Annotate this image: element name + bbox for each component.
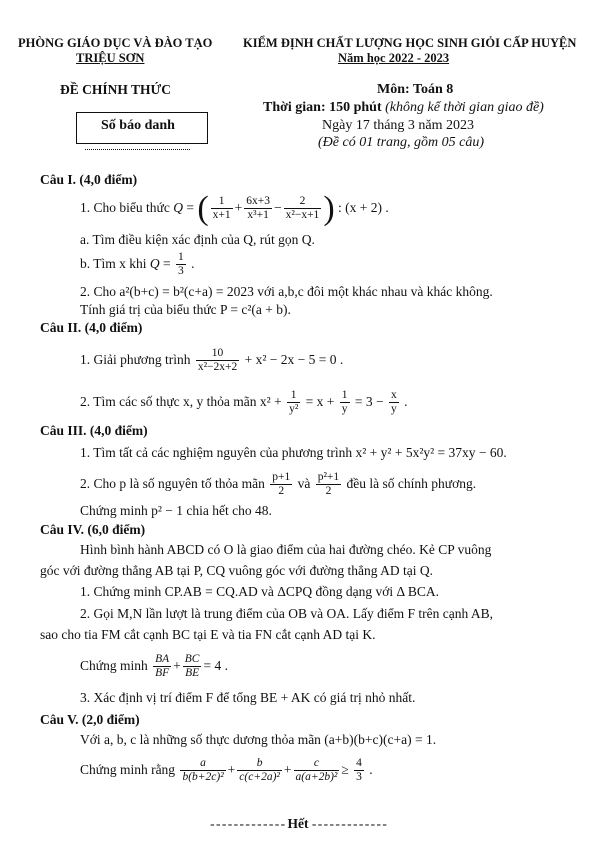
official-label: ĐỀ CHÍNH THỨC xyxy=(60,82,172,97)
q2-part2: 2. Tìm các số thực x, y thỏa mãn x² + $\frac{1}{\text{y²}}$ = x + $\frac{1}{y}$ = 3 − $\frac{x}{y}$ . xyxy=(80,389,408,416)
q2-title: Câu II. (4,0 điểm) xyxy=(40,320,143,335)
q3-part2-line2: Chứng minh p² − 1 chia hết cho 48. xyxy=(80,503,272,518)
q3-part1: 1. Tìm tất cả các nghiệm nguyên của phương trình x² + y² + 5x²y² = 37xy − 60. xyxy=(80,445,507,460)
exam-title: KIỂM ĐỊNH CHẤT LƯỢNG HỌC SINH GIỎI CẤP HUYỆN xyxy=(243,36,577,50)
q4-part2-prove: Chứng minh $\frac{BA}{BF}$ + $\frac{BC}{BE}$ = 4 . xyxy=(80,653,228,680)
q4-part3: 3. Xác định vị trí điểm F để tổng BE + AK có giá trị nhỏ nhất. xyxy=(80,690,416,705)
q4-intro-line2: góc với đường thẳng AB tại P, CQ vuông góc với đường thẳng AD tại Q. xyxy=(40,563,434,578)
exam-date: Ngày 17 tháng 3 năm 2023 xyxy=(322,118,475,133)
candidate-number-line xyxy=(85,149,190,150)
q1-part2: 2. Cho a²(b+c) = b²(c+a) = 2023 với a,b,c đôi một khác nhau và khác không. xyxy=(80,284,493,299)
q3-title: Câu III. (4,0 điểm) xyxy=(40,423,148,438)
q1-part-b: b. Tìm x khi Q = $\frac{1}{3}$ . xyxy=(80,251,195,278)
q4-part2-line1: 2. Gọi M,N lần lượt là trung điểm của OB và OA. Lấy điểm F trên cạnh AB, xyxy=(80,606,494,621)
q5-prove: Chứng minh rằng $\frac{a}{\text{b(b+2c)²}}$ + $\frac{b}{\text{c(c+2a)²}}$ + $\frac{c}{\text{a(a+2b)²}}$ ≥ $\frac{4}{3}$ . xyxy=(80,757,373,784)
time-label: Thời gian: 150 phút (không kể thời gian giao đề) xyxy=(263,100,544,115)
q1-part2-line2: Tính giá trị của biểu thức P = c²(a + b). xyxy=(80,302,291,317)
end-marker: - - - - - - - - - - - - - Hết - - - - - - - - - - - - - xyxy=(210,816,386,831)
pages-note: (Đề có 01 trang, gồm 05 câu) xyxy=(318,135,485,150)
candidate-number-label: Số báo danh xyxy=(101,118,175,133)
q4-title: Câu IV. (6,0 điểm) xyxy=(40,522,146,537)
q5-line1: Với a, b, c là những số thực dương thỏa mãn (a+b)(b+c)(c+a) = 1. xyxy=(80,732,437,747)
q5-title: Câu V. (2,0 điểm) xyxy=(40,712,140,727)
q4-part2-line2: sao cho tia FM cắt cạnh BC tại E và tia FN cắt cạnh AD tại K. xyxy=(40,627,376,642)
q1-part1: 1. Cho biểu thức Q = ( $\frac{1}{x+1}$ + $\frac{6x+3}{\text{x³+1}}$ − $\frac{2}{\text{x²−x+1}}$ ) : (x + 2) . xyxy=(80,189,389,227)
district-name: TRIỆU SƠN xyxy=(76,51,145,65)
q1-title: Câu I. (4,0 điểm) xyxy=(40,172,138,187)
department-name: PHÒNG GIÁO DỤC VÀ ĐÀO TẠO xyxy=(18,36,213,50)
q3-part2: 2. Cho p là số nguyên tố thỏa mãn $\frac{p+1}{2}$ và $\frac{\text{p²+1}}{2}$ đều là số chính phương. xyxy=(80,471,477,498)
q2-part1: 1. Giải phương trình $\frac{10}{\text{x²−2x+2}}$ + x² − 2x − 5 = 0 . xyxy=(80,347,344,374)
subject-label: Môn: Toán 8 xyxy=(377,82,454,97)
school-year: Năm học 2022 - 2023 xyxy=(338,51,450,65)
q1-part-a: a. Tìm điều kiện xác định của Q, rút gọn Q. xyxy=(80,232,315,247)
q4-part1: 1. Chứng minh CP.AB = CQ.AD và ΔCPQ đồng dạng với Δ BCA. xyxy=(80,584,439,599)
q4-intro-line1: Hình bình hành ABCD có O là giao điểm của hai đường chéo. Kẻ CP vuông xyxy=(80,542,492,557)
